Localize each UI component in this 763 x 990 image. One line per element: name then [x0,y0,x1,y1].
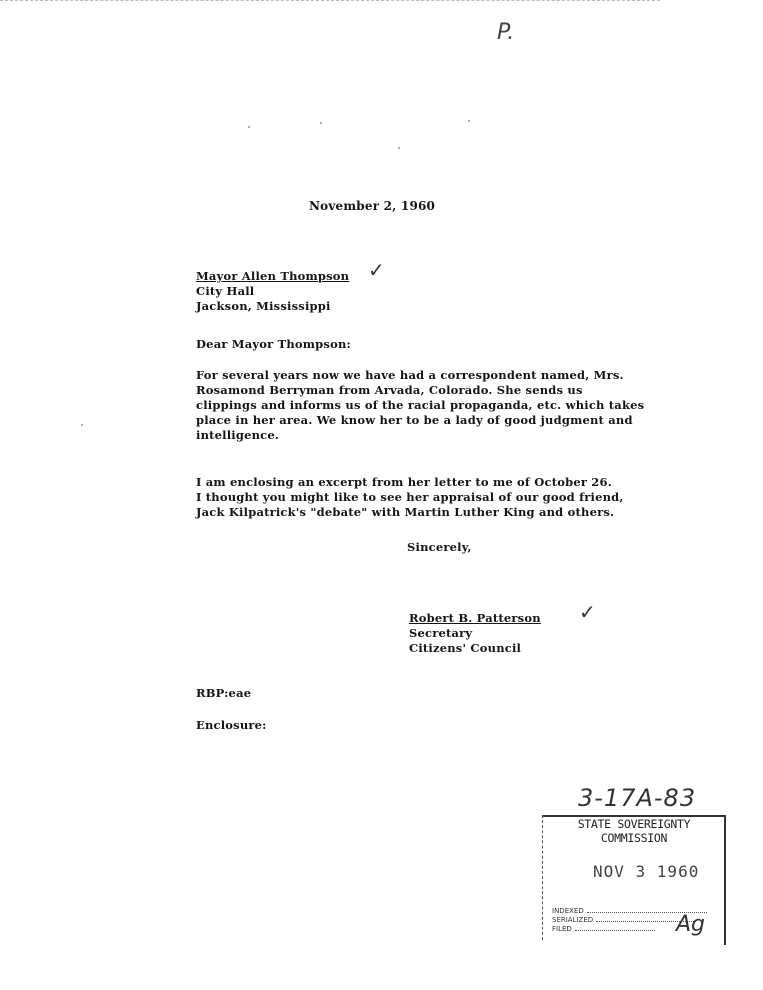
signature-block [409,611,541,656]
stamp-title: STATE SOVEREIGNTY COMMISSION [577,817,691,845]
recipient-line-3: Jackson, Mississippi [196,299,331,313]
closing: Sincerely, [407,540,472,554]
paragraph-line: I thought you might like to see her appraisal of our good friend, [196,490,624,504]
paragraph-line: For several years now we have had a correspondent named, Mrs. [196,368,624,382]
typist-initials: RBP:eae [196,686,252,700]
stamp-row-label: FILED [552,925,572,933]
signer-name: Robert B. Patterson [409,611,541,625]
scan-speck [81,424,83,426]
paragraph-line: intelligence. [196,428,280,442]
signer-organization: Citizens' Council [409,641,522,655]
stamp-row-line [575,930,655,931]
stamp-left-edge [542,815,543,940]
signer-title: Secretary [409,626,473,640]
body-paragraph-2 [196,475,624,520]
scan-speck [398,147,400,149]
paragraph-line: clippings and informs us of the racial propaganda, etc. which takes [196,398,645,412]
check-mark-icon: ✓ [579,600,596,624]
paragraph-line: Rosamond Berryman from Arvada, Colorado. She sends us [196,383,583,397]
scan-speck [468,120,470,122]
stamp-row [552,916,696,924]
recipient-line-2: City Hall [196,284,255,298]
stamp-file-number: 3-17A-83 [578,784,697,812]
paragraph-line: Jack Kilpatrick's "debate" with Martin Luther King and others. [196,505,615,519]
recipient-name: Mayor Allen Thompson [196,269,350,283]
stamp-row [552,925,655,933]
paragraph-line: I am enclosing an excerpt from her letter to me of October 26. [196,475,612,489]
letter-date: November 2, 1960 [309,199,436,213]
check-mark-icon: ✓ [368,258,385,282]
stamp-row-label: SERIALIZED [552,916,594,924]
recipient-address [196,269,349,314]
page-top-edge [0,0,660,1]
scan-speck [320,122,322,124]
body-paragraph-1 [196,368,644,443]
enclosure-note: Enclosure: [196,718,267,732]
paragraph-line: place in her area. We know her to be a lady of good judgment and [196,413,633,427]
stamp-handwritten-initials: Ag [676,912,706,937]
stamp-row-label: INDEXED [552,907,584,915]
stamp-date: NOV 3 1960 [593,862,700,881]
handwritten-initial: P. [497,20,515,45]
scan-speck [248,126,250,128]
salutation: Dear Mayor Thompson: [196,337,351,351]
